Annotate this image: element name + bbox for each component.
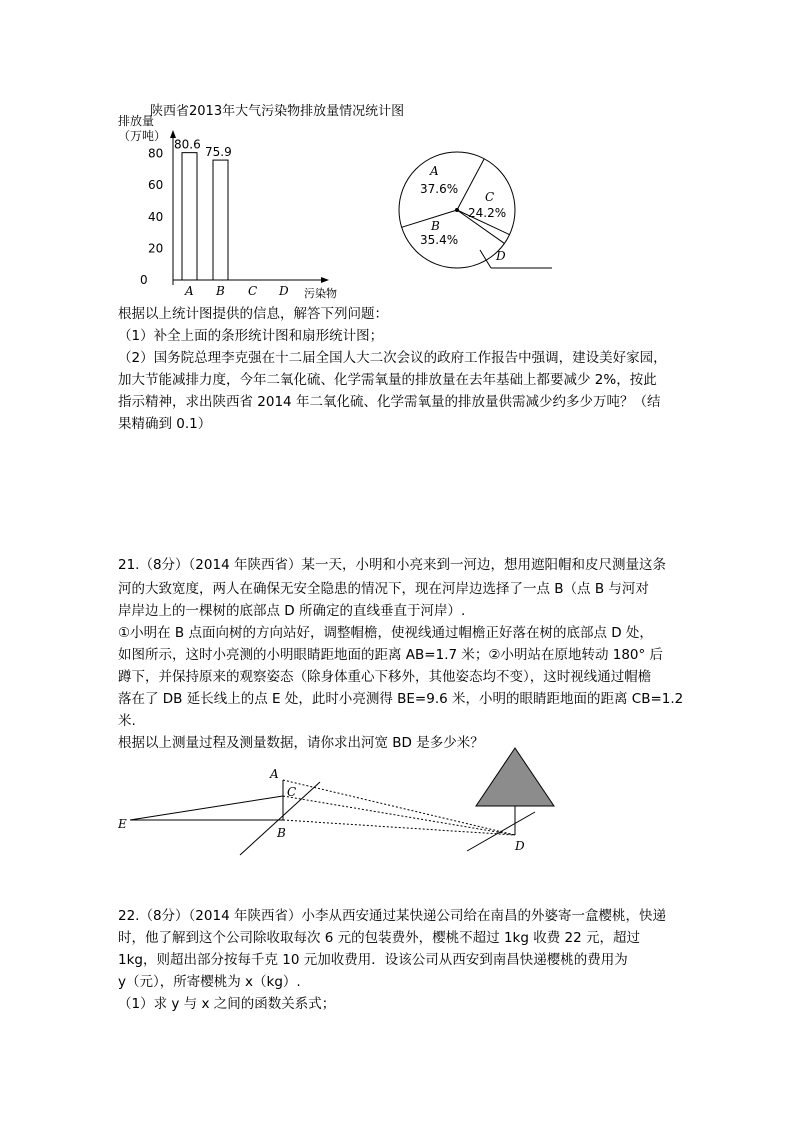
x-tick-label-c: C <box>248 284 258 298</box>
y-tick-label: 80 <box>148 146 164 161</box>
q20-intro: 根据以上统计图提供的信息，解答下列问题： <box>118 306 388 322</box>
q21-line7: 落在了 DB 延长线上的点 E 处，此时小亮测得 BE=9.6 米，小明的眼睛距地面的距离 CB=1.2 <box>118 691 684 707</box>
pie-label-a: A <box>430 164 439 178</box>
bar-value-label-b: 75.9 <box>205 145 232 160</box>
y-tick-label: 0 <box>140 273 148 287</box>
x-tick-label-d: D <box>279 284 289 298</box>
pie-label-d: D <box>496 249 506 263</box>
pie-pct-c: 24.2% <box>468 206 507 220</box>
near-bank <box>240 782 320 855</box>
y-axis-label-line1: 排放量 <box>118 114 155 128</box>
q20-part2-line3: 指示精神，求出陕西省 2014 年二氧化硫、化学需氧量的排放量供需减少约多少万吨？（结 <box>118 394 661 410</box>
q22-part1: （1）求 y 与 x 之间的函数关系式； <box>118 996 336 1012</box>
pie-center <box>455 208 459 212</box>
x-axis-arrow <box>321 277 329 283</box>
q22-line2: 时，他了解到这个公司除收取每次 6 元的包装费外，樱桃不超过 1kg 收费 22 元，超过 <box>118 930 640 946</box>
sight-line-ec <box>130 796 283 820</box>
chart-title: 陕西省2013年大气污染物排放量情况统计图 <box>150 104 405 119</box>
q21-line4: ①小明在 B 点面向树的方向站好，调整帽檐，使视线通过帽檐正好落在树的底部点 D 处， <box>118 625 653 641</box>
q21-line9: 根据以上测量过程及测量数据，请你求出河宽 BD 是多少米？ <box>118 735 484 751</box>
q20-part2-line1: （2）国务院总理李克强在十二届全国人大二次会议的政府工作报告中强调，建设美好家园， <box>118 350 667 366</box>
segment-bd <box>283 820 515 835</box>
q20-part2-line2: 加大节能减排力度，今年二氧化硫、化学需氧量的排放量在去年基础上都要减少 2%，按此 <box>118 372 657 388</box>
label-c: C <box>287 785 297 799</box>
q21-line1: 21.（8分）（2014 年陕西省）某一天，小明和小亮来到一河边，想用遮阳帽和皮尺测量这条 <box>118 557 666 573</box>
pie-slice-boundary-c <box>457 159 484 210</box>
q20-part2-line4: 果精确到 0.1） <box>118 416 212 432</box>
pie-slice-boundary-a <box>402 210 457 227</box>
x-tick-label-a: A <box>185 284 194 298</box>
pie-pct-a: 37.6% <box>420 182 459 196</box>
q21-line2: 河的大致宽度，两人在确保无安全隐患的情况下，现在河岸边选择了一点 B（点 B 与河对 <box>118 581 649 597</box>
tree-crown <box>476 748 554 806</box>
bar-chart <box>118 112 370 302</box>
label-d: D <box>515 839 525 853</box>
q22-line1: 22.（8分）（2014 年陕西省）小李从西安通过某快递公司给在南昌的外婆寄一盒樱桃，快递 <box>118 908 666 924</box>
q20-part1: （1）补全上面的条形统计图和扇形统计图； <box>118 328 384 344</box>
y-tick-label: 60 <box>148 178 164 193</box>
pie-label-c: C <box>485 190 495 204</box>
q21-line6: 蹲下，并保持原来的观察姿态（除身体重心下移外，其他姿态均不变），这时视线通过帽檐 <box>118 669 652 685</box>
q21-line5: 如图所示，这时小亮测的小明眼睛距地面的距离 AB=1.7 米；②小明站在原地转动 180° 后 <box>118 647 664 663</box>
y-axis-label-line2: （万吨） <box>118 129 167 143</box>
bar-b <box>213 160 228 280</box>
pie-chart <box>390 148 560 278</box>
y-tick-label: 40 <box>148 209 164 224</box>
pie-pct-b: 35.4% <box>420 233 459 247</box>
pie-label-b: B <box>431 219 440 233</box>
label-a: A <box>270 767 279 781</box>
river-diagram <box>110 740 570 860</box>
q22-line3: 1kg，则超出部分按每千克 10 元加收费用．设该公司从西安到南昌快递樱桃的费用为 <box>118 952 628 968</box>
x-axis-label: 污染物 <box>304 287 337 300</box>
sight-line-ad <box>283 780 515 835</box>
q22-line4: y（元），所寄樱桃为 x（kg）. <box>118 974 301 990</box>
label-b: B <box>277 826 286 840</box>
q21-line8: 米. <box>118 713 136 729</box>
q21-line3: 岸岸边上的一棵树的底部点 D 所确定的直线垂直于河岸）. <box>118 603 466 619</box>
x-tick-label-b: B <box>216 284 225 298</box>
pie-d-leader <box>480 250 491 268</box>
bar-a <box>182 153 197 280</box>
y-tick-label: 20 <box>148 241 164 256</box>
label-e: E <box>118 817 127 831</box>
bar-value-label-a: 80.6 <box>174 137 201 152</box>
